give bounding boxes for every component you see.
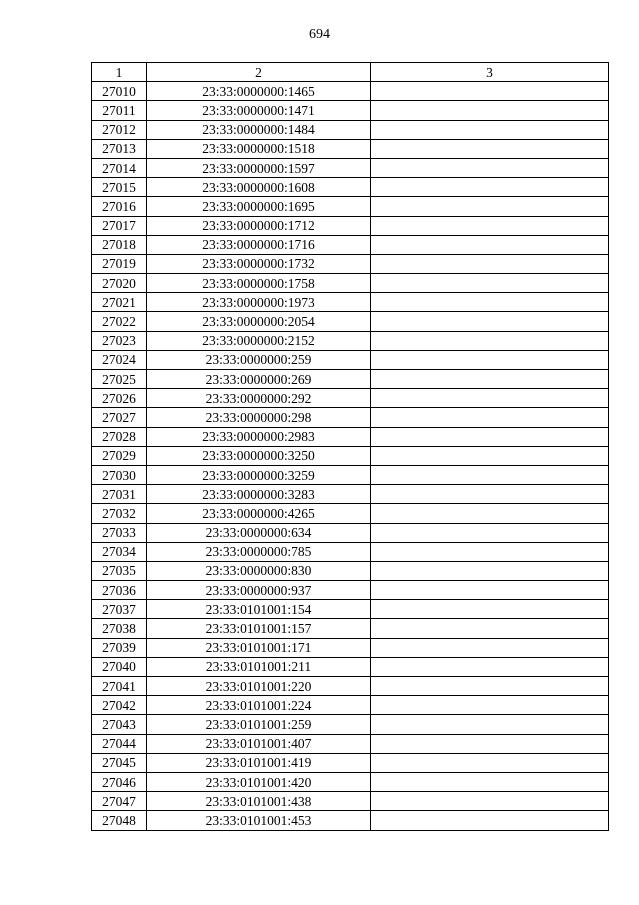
row-number-cell: 27029: [92, 446, 147, 465]
note-cell: [371, 772, 609, 791]
table-row: [92, 427, 609, 446]
row-number-cell: 27041: [92, 677, 147, 696]
row-number-cell: 27036: [92, 581, 147, 600]
note-cell: [371, 811, 609, 830]
table-row: [92, 312, 609, 331]
row-number-cell: 27042: [92, 696, 147, 715]
note-cell: [371, 561, 609, 580]
table-row: [92, 82, 609, 101]
table-row: [92, 753, 609, 772]
cadastral-number-cell: 23:33:0101001:419: [147, 753, 371, 772]
row-number-cell: 27039: [92, 638, 147, 657]
table-row: [92, 561, 609, 580]
note-cell: [371, 542, 609, 561]
note-cell: [371, 197, 609, 216]
cadastral-number-cell: 23:33:0101001:157: [147, 619, 371, 638]
note-cell: [371, 158, 609, 177]
cadastral-number-cell: 23:33:0000000:1471: [147, 101, 371, 120]
note-cell: [371, 178, 609, 197]
table-row: [92, 120, 609, 139]
cadastral-number-cell: 23:33:0000000:3259: [147, 465, 371, 484]
cadastral-number-cell: 23:33:0101001:211: [147, 657, 371, 676]
note-cell: [371, 792, 609, 811]
note-cell: [371, 427, 609, 446]
table-row: [92, 331, 609, 350]
row-number-cell: 27047: [92, 792, 147, 811]
cadastral-number-cell: 23:33:0000000:1732: [147, 254, 371, 273]
note-cell: [371, 216, 609, 235]
table-row: [92, 696, 609, 715]
row-number-cell: 27010: [92, 82, 147, 101]
row-number-cell: 27033: [92, 523, 147, 542]
row-number-cell: 27043: [92, 715, 147, 734]
cadastral-number-cell: 23:33:0000000:830: [147, 561, 371, 580]
table-row: [92, 619, 609, 638]
cadastral-number-cell: 23:33:0000000:4265: [147, 504, 371, 523]
note-cell: [371, 120, 609, 139]
cadastral-number-cell: 23:33:0101001:420: [147, 772, 371, 791]
cadastral-number-cell: 23:33:0000000:2054: [147, 312, 371, 331]
cadastral-number-cell: 23:33:0101001:220: [147, 677, 371, 696]
table-row: [92, 792, 609, 811]
note-cell: [371, 235, 609, 254]
cadastral-number-cell: 23:33:0000000:1712: [147, 216, 371, 235]
row-number-cell: 27011: [92, 101, 147, 120]
table-row: [92, 772, 609, 791]
table-row: [92, 734, 609, 753]
cadastral-number-cell: 23:33:0101001:224: [147, 696, 371, 715]
note-cell: [371, 101, 609, 120]
cadastral-number-cell: 23:33:0101001:453: [147, 811, 371, 830]
row-number-cell: 27017: [92, 216, 147, 235]
table-row: [92, 139, 609, 158]
row-number-cell: 27048: [92, 811, 147, 830]
cadastral-number-cell: 23:33:0101001:259: [147, 715, 371, 734]
row-number-cell: 27038: [92, 619, 147, 638]
header-col-1: 1: [92, 63, 147, 82]
cadastral-number-cell: 23:33:0000000:1608: [147, 178, 371, 197]
cadastral-number-cell: 23:33:0000000:1716: [147, 235, 371, 254]
note-cell: [371, 465, 609, 484]
table-row: [92, 235, 609, 254]
header-col-2: 2: [147, 63, 371, 82]
cadastral-number-cell: 23:33:0000000:937: [147, 581, 371, 600]
cadastral-number-cell: 23:33:0000000:269: [147, 370, 371, 389]
cadastral-number-cell: 23:33:0000000:2152: [147, 331, 371, 350]
row-number-cell: 27026: [92, 389, 147, 408]
table-row: [92, 715, 609, 734]
note-cell: [371, 485, 609, 504]
note-cell: [371, 254, 609, 273]
cadastral-number-cell: 23:33:0000000:1695: [147, 197, 371, 216]
row-number-cell: 27016: [92, 197, 147, 216]
table-row: [92, 504, 609, 523]
row-number-cell: 27021: [92, 293, 147, 312]
cadastral-number-cell: 23:33:0000000:1973: [147, 293, 371, 312]
registry-table: [91, 62, 609, 831]
note-cell: [371, 274, 609, 293]
table-row: [92, 465, 609, 484]
note-cell: [371, 293, 609, 312]
cadastral-number-cell: 23:33:0000000:1597: [147, 158, 371, 177]
table-row: [92, 638, 609, 657]
page-number: 694: [309, 27, 330, 42]
table-row: [92, 254, 609, 273]
note-cell: [371, 753, 609, 772]
row-number-cell: 27046: [92, 772, 147, 791]
row-number-cell: 27034: [92, 542, 147, 561]
row-number-cell: 27032: [92, 504, 147, 523]
cadastral-number-cell: 23:33:0101001:171: [147, 638, 371, 657]
row-number-cell: 27027: [92, 408, 147, 427]
note-cell: [371, 523, 609, 542]
table-row: [92, 581, 609, 600]
row-number-cell: 27044: [92, 734, 147, 753]
table-body: [92, 63, 609, 831]
row-number-cell: 27018: [92, 235, 147, 254]
table-row: [92, 408, 609, 427]
note-cell: [371, 139, 609, 158]
cadastral-number-cell: 23:33:0000000:1484: [147, 120, 371, 139]
table-row: [92, 178, 609, 197]
note-cell: [371, 331, 609, 350]
table-row: [92, 542, 609, 561]
table-row: [92, 600, 609, 619]
table-row: [92, 197, 609, 216]
row-number-cell: 27020: [92, 274, 147, 293]
note-cell: [371, 600, 609, 619]
cadastral-number-cell: 23:33:0000000:1465: [147, 82, 371, 101]
note-cell: [371, 370, 609, 389]
table-row: [92, 485, 609, 504]
cadastral-number-cell: 23:33:0000000:298: [147, 408, 371, 427]
header-col-3: 3: [371, 63, 609, 82]
table-row: [92, 811, 609, 830]
table-header-row: [92, 63, 609, 82]
note-cell: [371, 638, 609, 657]
note-cell: [371, 696, 609, 715]
row-number-cell: 27013: [92, 139, 147, 158]
cadastral-number-cell: 23:33:0000000:634: [147, 523, 371, 542]
table-row: [92, 216, 609, 235]
note-cell: [371, 389, 609, 408]
table-row: [92, 158, 609, 177]
note-cell: [371, 734, 609, 753]
cadastral-number-cell: 23:33:0000000:292: [147, 389, 371, 408]
row-number-cell: 27031: [92, 485, 147, 504]
note-cell: [371, 350, 609, 369]
note-cell: [371, 408, 609, 427]
row-number-cell: 27035: [92, 561, 147, 580]
note-cell: [371, 619, 609, 638]
note-cell: [371, 82, 609, 101]
note-cell: [371, 657, 609, 676]
cadastral-number-cell: 23:33:0000000:3250: [147, 446, 371, 465]
table-row: [92, 523, 609, 542]
table-row: [92, 274, 609, 293]
cadastral-number-cell: 23:33:0101001:438: [147, 792, 371, 811]
cadastral-number-cell: 23:33:0000000:1518: [147, 139, 371, 158]
cadastral-number-cell: 23:33:0000000:1758: [147, 274, 371, 293]
table-row: [92, 293, 609, 312]
note-cell: [371, 446, 609, 465]
note-cell: [371, 677, 609, 696]
note-cell: [371, 715, 609, 734]
table-row: [92, 389, 609, 408]
cadastral-number-cell: 23:33:0000000:3283: [147, 485, 371, 504]
note-cell: [371, 312, 609, 331]
row-number-cell: 27028: [92, 427, 147, 446]
row-number-cell: 27014: [92, 158, 147, 177]
table-row: [92, 370, 609, 389]
cadastral-number-cell: 23:33:0000000:785: [147, 542, 371, 561]
table-row: [92, 101, 609, 120]
table-row: [92, 446, 609, 465]
table-row: [92, 677, 609, 696]
row-number-cell: 27040: [92, 657, 147, 676]
cadastral-number-cell: 23:33:0000000:259: [147, 350, 371, 369]
row-number-cell: 27037: [92, 600, 147, 619]
row-number-cell: 27024: [92, 350, 147, 369]
table-row: [92, 350, 609, 369]
row-number-cell: 27025: [92, 370, 147, 389]
row-number-cell: 27022: [92, 312, 147, 331]
cadastral-number-cell: 23:33:0000000:2983: [147, 427, 371, 446]
row-number-cell: 27023: [92, 331, 147, 350]
cadastral-number-cell: 23:33:0101001:154: [147, 600, 371, 619]
row-number-cell: 27015: [92, 178, 147, 197]
row-number-cell: 27045: [92, 753, 147, 772]
table-row: [92, 657, 609, 676]
cadastral-number-cell: 23:33:0101001:407: [147, 734, 371, 753]
note-cell: [371, 504, 609, 523]
note-cell: [371, 581, 609, 600]
row-number-cell: 27019: [92, 254, 147, 273]
row-number-cell: 27012: [92, 120, 147, 139]
row-number-cell: 27030: [92, 465, 147, 484]
